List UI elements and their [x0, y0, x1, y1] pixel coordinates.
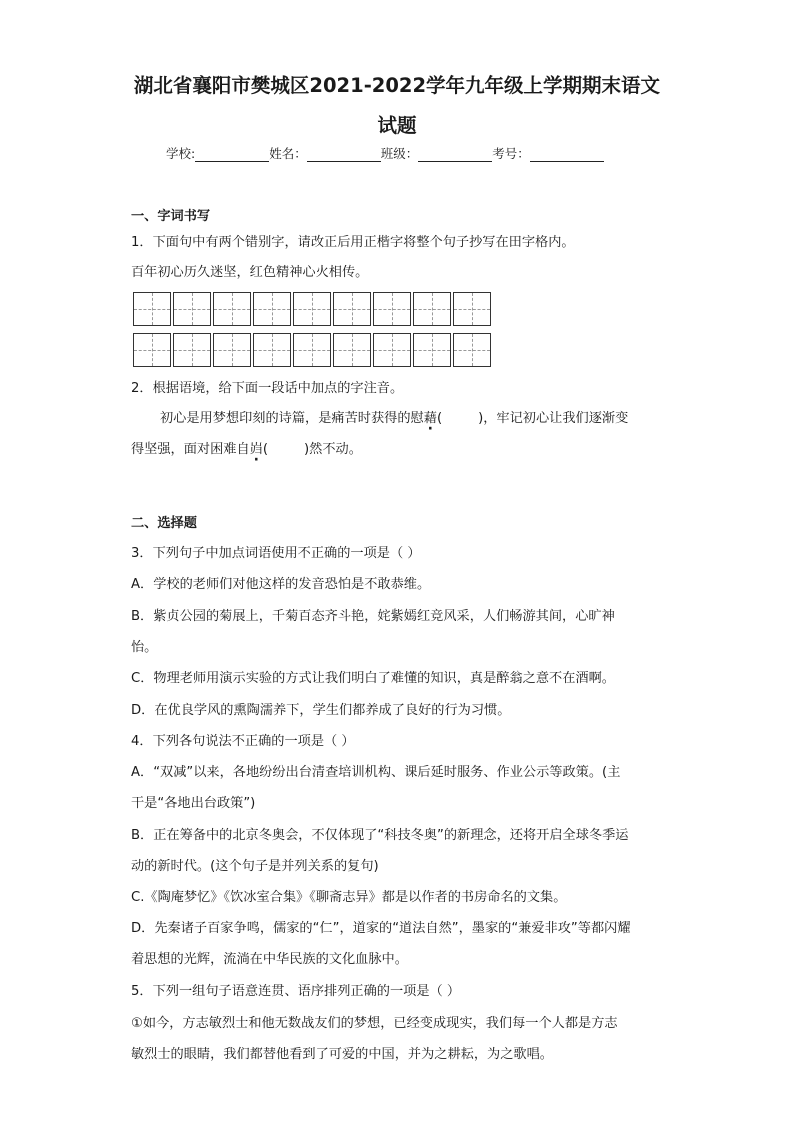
q2-text: 得坚强，面对困难自 [131, 442, 250, 457]
q4-option-d-line1: D．先秦诸子百家争鸣，儒家的“仁”，道家的“道法自然”，墨家的“兼爱非攻”等都闪耀 [131, 921, 631, 936]
grid-cell[interactable] [293, 292, 331, 326]
grid-cell[interactable] [413, 292, 451, 326]
q2-paren-open: ( [436, 411, 443, 426]
grid-cell[interactable] [213, 292, 251, 326]
grid-cell[interactable] [373, 292, 411, 326]
writing-grid-row-1[interactable] [133, 292, 493, 326]
class-label: 班级： [380, 146, 419, 161]
grid-cell[interactable] [373, 333, 411, 367]
q3-option-b-line2: 怡。 [131, 640, 158, 655]
grid-cell[interactable] [293, 333, 331, 367]
q3-option-a: A．学校的老师们对他这样的发音恐怕是不敢恭维。 [131, 577, 431, 592]
question-2-text-line2 [131, 441, 362, 459]
q4-option-b-line1: B．正在筹备中的北京冬奥会，不仅体现了“科技冬奥”的新理念，还将开启全球冬季运 [131, 828, 629, 843]
section2-heading: 二、选择题 [131, 516, 197, 531]
grid-cell[interactable] [173, 333, 211, 367]
q4-option-a-line2: 干是“各地出台政策”) [131, 796, 256, 811]
grid-cell[interactable] [333, 292, 371, 326]
q5-sentence-1-line2: 敏烈士的眼睛，我们都替他看到了可爱的中国，并为之耕耘，为之歌唱。 [131, 1047, 553, 1062]
grid-cell[interactable] [453, 333, 491, 367]
q2-text: 初心是用梦想印刻的诗篇，是痛苦时获得的慰 [160, 411, 424, 426]
name-label: 姓名： [269, 146, 307, 161]
q3-option-b-line1: B．紫贞公园的菊展上，千菊百态齐斗艳，姹紫嫣红竞风采，人们畅游其间，心旷神 [131, 609, 615, 624]
q5-sentence-1-line1: ①如今，方志敏烈士和他无数战友们的梦想，已经变成现实，我们每一个人都是方志 [131, 1016, 618, 1031]
q4-option-a-line1: A．“双减”以来，各地纷纷出台清查培训机构、课后延时服务、作业公示等政策。(主 [131, 765, 621, 780]
q4-option-d-line2: 着思想的光辉，流淌在中华民族的文化血脉中。 [131, 952, 408, 967]
class-blank[interactable] [418, 147, 492, 162]
q2-text: )，牢记初心让我们逐渐变 [478, 411, 629, 426]
q3-option-c: C．物理老师用演示实验的方式让我们明白了难懂的知识，真是醉翁之意不在酒啊。 [131, 671, 615, 686]
question-1: 1．下面句中有两个错别字，请改正后用正楷字将整个句子抄写在田字格内。 [131, 235, 575, 250]
grid-cell[interactable] [333, 333, 371, 367]
q3-option-d: D．在优良学风的熏陶濡养下，学生们都养成了良好的行为习惯。 [131, 703, 511, 718]
school-label: 学校: [166, 146, 196, 161]
school-blank[interactable] [195, 147, 269, 162]
grid-cell[interactable] [173, 292, 211, 326]
question-1-sentence: 百年初心历久迷坚，红色精神心火相传。 [131, 265, 369, 280]
grid-cell[interactable] [253, 292, 291, 326]
writing-grid-row-2[interactable] [133, 333, 493, 367]
question-2-text-line1 [160, 410, 628, 428]
dotted-char: 岿 [249, 442, 263, 457]
student-info-row [166, 144, 604, 162]
exam-no-blank[interactable] [530, 147, 604, 162]
grid-cell[interactable] [413, 333, 451, 367]
question-4: 4．下列各句说法不正确的一项是（ ） [131, 734, 355, 749]
name-blank[interactable] [307, 147, 381, 162]
q4-option-b-line2: 动的新时代。(这个句子是并列关系的复句) [131, 859, 379, 874]
grid-cell[interactable] [133, 292, 171, 326]
question-3: 3．下列句子中加点词语使用不正确的一项是（ ） [131, 546, 421, 561]
grid-cell[interactable] [213, 333, 251, 367]
doc-title-line1: 湖北省襄阳市樊城区2021-2022学年九年级上学期期末语文 [133, 74, 661, 97]
doc-title-line2: 试题 [377, 114, 417, 137]
question-5: 5．下列一组句子语意连贯、语序排列正确的一项是（ ） [131, 984, 461, 999]
grid-cell[interactable] [133, 333, 171, 367]
q2-paren-open: ( [262, 442, 269, 457]
q2-text: )然不动。 [304, 442, 362, 457]
q4-option-c: C.《陶庵梦忆》《饮冰室合集》《聊斋志异》都是以作者的书房命名的文集。 [131, 890, 567, 905]
dotted-char: 藉 [423, 411, 437, 426]
exam-no-label: 考号： [492, 146, 530, 161]
section1-heading: 一、字词书写 [131, 209, 211, 224]
grid-cell[interactable] [453, 292, 491, 326]
question-2: 2．根据语境，给下面一段话中加点的字注音。 [131, 381, 404, 396]
grid-cell[interactable] [253, 333, 291, 367]
